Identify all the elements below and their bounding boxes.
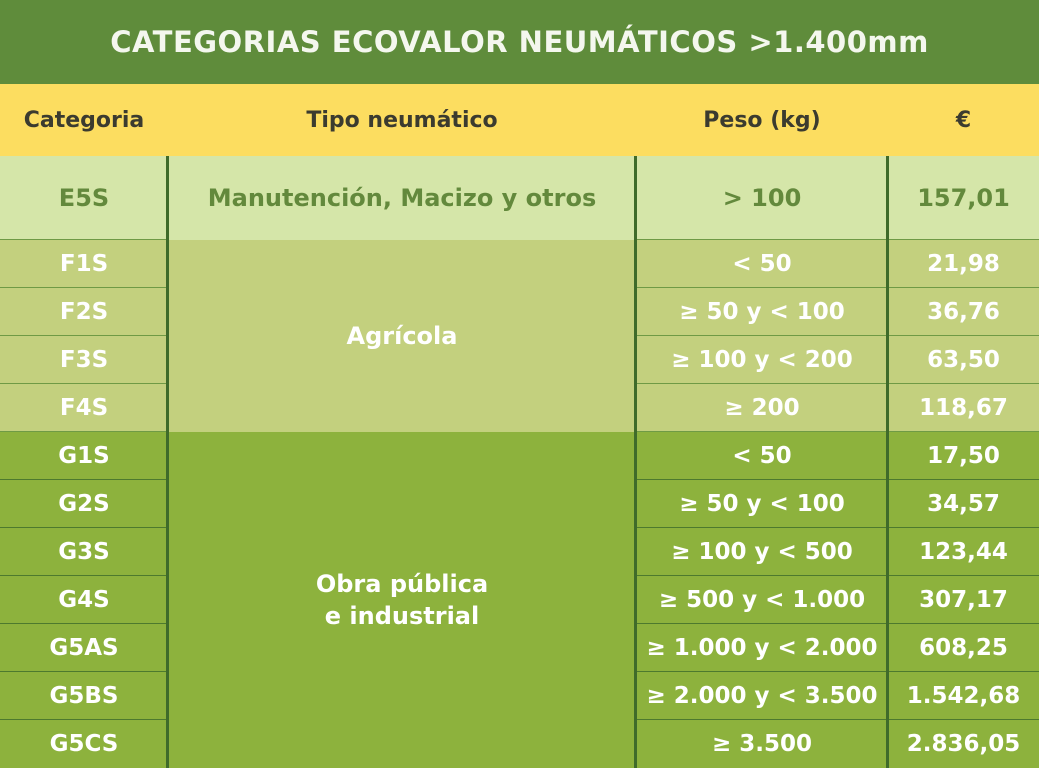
categoria-cell: G5AS	[0, 624, 168, 672]
euro-cell: 2.836,05	[888, 720, 1039, 768]
euro-cell: 21,98	[888, 240, 1039, 288]
categoria-cell: G2S	[0, 480, 168, 528]
tipo-label-line2: e industrial	[324, 602, 480, 630]
euro-cell: 36,76	[888, 288, 1039, 336]
peso-cell: ≥ 2.000 y < 3.500	[636, 672, 888, 720]
categoria-cell: G5CS	[0, 720, 168, 768]
euro-cell: 307,17	[888, 576, 1039, 624]
header-peso: Peso (kg)	[703, 107, 821, 133]
categoria-cell: G5BS	[0, 672, 168, 720]
peso-cell: ≥ 50 y < 100	[636, 480, 888, 528]
peso-cell: ≥ 100 y < 200	[636, 336, 888, 384]
table-title: CATEGORIAS ECOVALOR NEUMÁTICOS >1.400mm	[0, 0, 1039, 84]
header-euro: €	[955, 107, 972, 133]
euro-cell: 118,67	[888, 384, 1039, 432]
grid-line	[634, 156, 637, 768]
peso-cell: ≥ 1.000 y < 2.000	[636, 624, 888, 672]
tipo-cell-obra-publica	[168, 432, 636, 768]
categoria-cell: G4S	[0, 576, 168, 624]
tipo-cell-agricola: Agrícola	[168, 240, 636, 432]
table-header	[0, 84, 1039, 156]
tipo-label-line1: Obra pública	[315, 570, 489, 598]
euro-cell: 608,25	[888, 624, 1039, 672]
euro-cell: 157,01	[888, 156, 1039, 240]
peso-cell: < 50	[636, 240, 888, 288]
peso-cell: ≥ 100 y < 500	[636, 528, 888, 576]
euro-cell: 1.542,68	[888, 672, 1039, 720]
peso-cell: < 50	[636, 432, 888, 480]
peso-cell: > 100	[636, 156, 888, 240]
euro-cell: 34,57	[888, 480, 1039, 528]
categoria-cell: F3S	[0, 336, 168, 384]
euro-cell: 123,44	[888, 528, 1039, 576]
categoria-cell: F2S	[0, 288, 168, 336]
tipo-cell-manutencion: Manutención, Macizo y otros	[168, 156, 636, 240]
peso-cell: ≥ 200	[636, 384, 888, 432]
grid-line	[166, 156, 169, 768]
euro-cell: 17,50	[888, 432, 1039, 480]
grid-line	[886, 156, 889, 768]
peso-cell: ≥ 500 y < 1.000	[636, 576, 888, 624]
peso-cell: ≥ 50 y < 100	[636, 288, 888, 336]
categoria-cell: E5S	[0, 156, 168, 240]
header-tipo: Tipo neumático	[306, 107, 498, 133]
categoria-cell: G3S	[0, 528, 168, 576]
categoria-cell: F4S	[0, 384, 168, 432]
euro-cell: 63,50	[888, 336, 1039, 384]
header-categoria: Categoria	[23, 107, 145, 133]
peso-cell: ≥ 3.500	[636, 720, 888, 768]
categoria-cell: G1S	[0, 432, 168, 480]
categoria-cell: F1S	[0, 240, 168, 288]
